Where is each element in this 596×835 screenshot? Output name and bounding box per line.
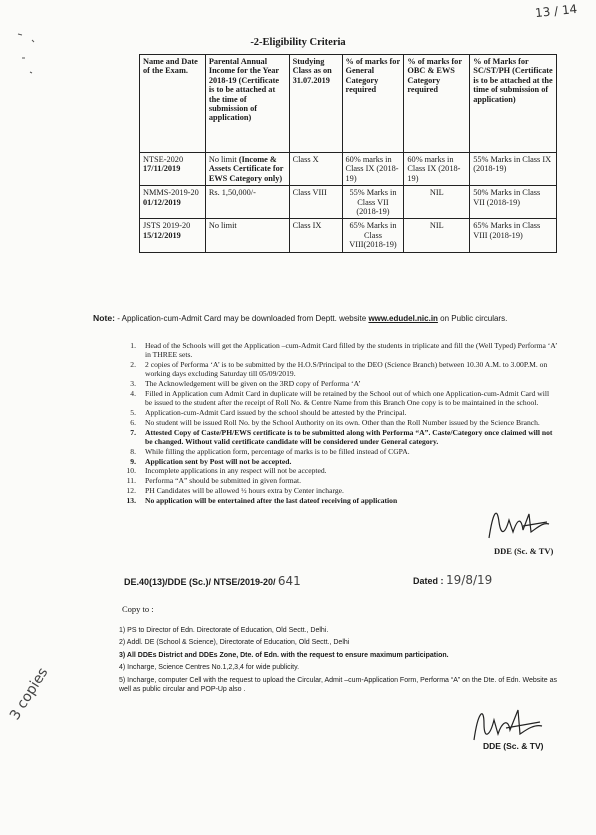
copy-to-item: 5) Incharge, computer Cell with the request to upload the Circular, Admit –cum-Application Form, Performa “A” on the Dte. of Edn. Website as well as public circular and POP-Up also .: [119, 676, 557, 693]
cell-class: Class VIII: [289, 186, 342, 219]
instruction-number: 8.: [130, 446, 136, 456]
header-general: % of marks for General Category required: [342, 55, 404, 153]
instruction-text: No student will be issued Roll No. by the School Authority on its own. Other than the Roll Number issued by the Science Branch.: [145, 417, 540, 427]
instruction-item: [122, 389, 558, 408]
instruction-item: [122, 408, 558, 417]
instruction-item: [122, 486, 558, 495]
header-income: Parental Annual Income for the Year 2018-19 (Certificate is to be attached at the time of submission of application): [205, 55, 289, 153]
cell-obc-ews: 60% marks in Class IX (2018-19): [404, 153, 470, 186]
eligibility-table: [139, 54, 557, 253]
instruction-text: PH Candidates will be allowed ½ hours extra by Center incharge.: [145, 485, 344, 495]
instruction-number: 9.: [130, 456, 136, 466]
income-note: (Income & Assets Certificate for EWS Category only): [208, 155, 284, 183]
instruction-number: 11.: [126, 476, 136, 486]
website-link[interactable]: www.edudel.nic.in: [368, 314, 438, 323]
table-row: [140, 153, 557, 186]
instruction-number: 4.: [130, 388, 136, 398]
copy-to-item: 2) Addl. DE (School & Science), Directorate of Education, Old Sectt., Delhi: [119, 639, 350, 647]
margin-note: 3 copies: [6, 665, 52, 723]
cell-sc-st-ph: 55% Marks in Class IX (2018-19): [470, 153, 557, 186]
cell-sc-st-ph: 50% Marks in Class VII (2018-19): [470, 186, 557, 219]
handwritten-page-number: 13 / 14: [534, 1, 578, 21]
handwritten-ref-number: 641: [277, 574, 301, 588]
instruction-text: 2 copies of Performa ‘A’ is to be submitted by the H.O.S/Principal to the DEO (Science Branch) between 10.30 A.M. to 3.00P.M. on working days excluding Saturday till 05/09/2019.: [145, 360, 548, 379]
table-row: [140, 219, 557, 252]
instruction-item: [122, 360, 558, 379]
instruction-item: [122, 341, 558, 360]
instructions-list: [122, 341, 558, 506]
note: [93, 313, 507, 323]
header-obc-ews: % of marks for OBC & EWS Category required: [404, 55, 470, 153]
instruction-text: No application will be entertained after the last dateof receiving of application: [145, 495, 398, 505]
instruction-text: While filling the application form, percentage of marks is to be filled instead of CGPA.: [145, 446, 410, 456]
instruction-text: Filled in Application cum Admit Card in duplicate will be retained by the School out of which one Application-cum-Admit Card will be issued to the student after the receipt of Roll No. & Centre Name from this Branch One copy is to be maintained in the school.: [145, 388, 550, 408]
cell-general: 60% marks in Class IX (2018-19): [342, 153, 404, 186]
cell-obc-ews: NIL: [404, 219, 470, 252]
cell-income: No limit: [205, 219, 289, 252]
scan-marks: [10, 20, 50, 80]
instruction-number: 13.: [126, 495, 136, 505]
copy-to-item: 3) All DDEs District and DDEs Zone, Dte. of Edn. with the request to ensure maximum participation.: [119, 651, 449, 659]
instruction-item: [122, 466, 558, 475]
cell-income: No limit (Income & Assets Certificate for EWS Category only): [205, 153, 289, 186]
instruction-item: [122, 418, 558, 427]
instruction-text: Application sent by Post will not be accepted.: [145, 456, 292, 466]
header-class: Studying Class as on 31.07.2019: [289, 55, 342, 153]
cell-general: 55% Marks in Class VII (2018-19): [342, 186, 404, 219]
copy-to-heading: Copy to :: [122, 604, 154, 614]
copy-to-item: 4) Incharge, Science Centres No.1,2,3,4 for wide publicity.: [119, 664, 300, 672]
instruction-item: [122, 476, 558, 485]
instruction-number: 7.: [130, 427, 136, 437]
signatory-designation-2: DDE (Sc. & TV): [483, 741, 544, 751]
instruction-number: 5.: [130, 408, 136, 418]
exam-date: 15/12/2019: [143, 230, 181, 240]
cell-exam: NTSE-2020 17/11/2019: [140, 153, 206, 186]
exam-date: 01/12/2019: [143, 197, 181, 207]
note-text-end: on Public circulars.: [440, 314, 508, 323]
cell-exam: NMMS-2019-20 01/12/2019: [140, 186, 206, 219]
note-text: - Application-cum-Admit Card may be downloaded from Deptt. website: [117, 314, 367, 323]
cell-sc-st-ph: 65% Marks in Class VIII (2018-19): [470, 219, 557, 252]
cell-income: Rs. 1,50,000/-: [205, 186, 289, 219]
reference-number: DE.40(13)/DDE (Sc.)/ NTSE/2019-20/ 641: [124, 574, 301, 588]
cell-class: Class X: [289, 153, 342, 186]
instruction-number: 1.: [130, 341, 136, 350]
cell-general: 65% Marks in Class VIII(2018-19): [342, 219, 404, 252]
instruction-number: 6.: [130, 417, 136, 427]
instruction-item: [122, 379, 558, 388]
table-header-row: [140, 55, 557, 153]
instruction-item: [122, 428, 558, 447]
instruction-text: The Acknowledgement will be given on the 3RD copy of Performa ‘A’: [145, 379, 361, 389]
instruction-text: Head of the Schools will get the Application –cum-Admit Card filled by the students in triplicate and fill the (Well Typed) Performa ‘A’ in THREE sets.: [145, 341, 557, 360]
instruction-text: Application-cum-Admit Card issued by the school should be attested by the Principal.: [145, 408, 407, 418]
cell-class: Class IX: [289, 219, 342, 252]
instruction-item: [122, 447, 558, 456]
note-label: Note:: [93, 313, 115, 323]
instruction-number: 12.: [126, 485, 136, 495]
instruction-number: 2.: [130, 360, 136, 370]
exam-date: 17/11/2019: [143, 164, 181, 174]
signature: [483, 502, 553, 548]
copy-to-item: 1) PS to Director of Edn. Directorate of Education, Old Sectt., Delhi.: [119, 627, 329, 634]
instruction-text: Incomplete applications in any respect will not be accepted.: [145, 466, 327, 476]
handwritten-date: 19/8/19: [446, 573, 493, 587]
header-exam: Name and Date of the Exam.: [140, 55, 206, 153]
instruction-text: Performa “A” should be submitted in given format.: [145, 476, 302, 486]
page-title: -2-Eligibility Criteria: [250, 37, 346, 48]
header-sc-st-ph: % of Marks for SC/ST/PH (Certificate is to be attached at the time of submission of application): [470, 55, 557, 153]
instruction-text: Attested Copy of Caste/PH/EWS certificate is to be submitted along with Performa “A”. Caste/Category once claimed will not be changed. Without valid certificate candidate will be considered under General category.: [145, 427, 553, 446]
date-line: Dated : 19/8/19: [413, 573, 493, 587]
instruction-item: [122, 457, 558, 466]
instruction-number: 10.: [126, 466, 136, 476]
copy-to-list: [119, 626, 559, 697]
signatory-designation: DDE (Sc. & TV): [494, 546, 554, 556]
cell-exam: JSTS 2019-20 15/12/2019: [140, 219, 206, 252]
cell-obc-ews: NIL: [404, 186, 470, 219]
table-row: [140, 186, 557, 219]
instruction-number: 3.: [130, 379, 136, 389]
